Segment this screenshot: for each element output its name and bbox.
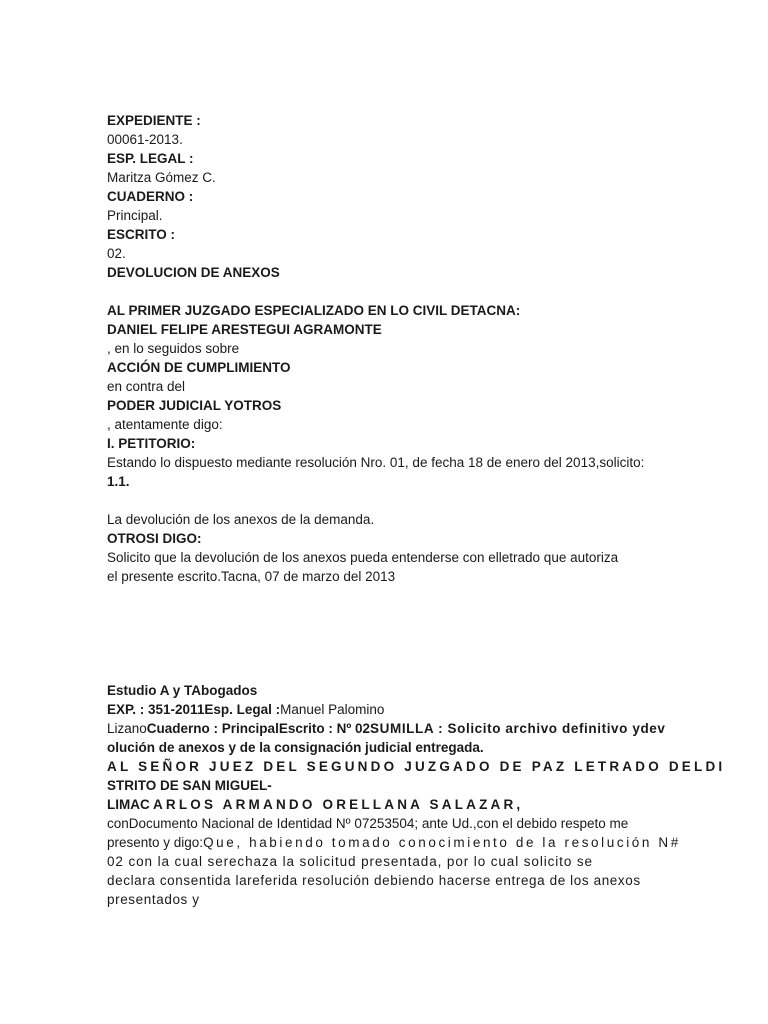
name-line	[107, 795, 667, 814]
addressee: AL PRIMER JUZGADO ESPECIALIZADO EN LO CIVIL DETACNA:	[107, 303, 521, 318]
sumilla: DEVOLUCION DE ANEXOS	[107, 265, 280, 280]
exp-label: EXP. : 351-2011Esp. Legal :	[107, 702, 281, 717]
atentamente-text: , atentamente digo:	[107, 417, 223, 432]
declara-line: declara consentida lareferida resolución debiendo hacerse entrega de los anexos	[107, 873, 641, 888]
otrosi-heading: OTROSI DIGO:	[107, 531, 202, 546]
lizano-text: Lizano	[107, 721, 147, 736]
item-text: La devolución de los anexos de la demanda.	[107, 512, 375, 527]
spacer	[107, 491, 667, 510]
line-02: 02 con la cual serechaza la solicitud presentada, por lo cual solicito se	[107, 854, 593, 869]
spacer	[107, 586, 667, 681]
expediente-label: EXPEDIENTE :	[107, 113, 201, 128]
presentados-line: presentados y	[107, 892, 200, 907]
presento-line	[107, 833, 681, 852]
cuaderno-sumilla-line	[107, 719, 667, 738]
cuaderno-value: Principal.	[107, 208, 163, 223]
petitorio-text: Estando lo dispuesto mediante resolución Nro. 01, de fecha 18 de enero del 2013,solicito:	[107, 455, 645, 470]
seguidos-text: , en lo seguidos sobre	[107, 341, 240, 356]
sumilla-text: SUMILLA : Solicito archivo definitivo ydev	[370, 721, 666, 736]
juez-line-2: STRITO DE SAN MIGUEL-	[107, 778, 272, 793]
exp-line	[107, 700, 667, 719]
esp-legal-value: Maritza Gómez C.	[107, 170, 216, 185]
cuaderno-label: CUADERNO :	[107, 189, 194, 204]
party-name: DANIEL FELIPE ARESTEGUI AGRAMONTE	[107, 322, 382, 337]
person-name: CARLOS ARMANDO ORELLANA SALAZAR,	[140, 797, 524, 812]
escrito-label: ESCRITO :	[107, 227, 176, 242]
demandado: PODER JUDICIAL YOTROS	[107, 398, 282, 413]
otrosi-line-2: el presente escrito.Tacna, 07 de marzo del 2013	[107, 569, 396, 584]
dni-line: conDocumento Nacional de Identidad Nº 07253504; ante Ud.,con el debido respeto me	[107, 816, 629, 831]
cuaderno-escrito: Cuaderno : PrincipalEscrito : Nº 02	[146, 721, 371, 736]
exp-name: Manuel Palomino	[280, 702, 385, 717]
escrito-value: 02.	[107, 246, 126, 261]
en-contra-text: en contra del	[107, 379, 186, 394]
expediente-value: 00061-2013.	[107, 132, 183, 147]
petitorio-heading: I. PETITORIO:	[107, 436, 196, 451]
presento-text: presento y digo:	[107, 835, 204, 850]
lima-text: LIMA	[107, 797, 140, 812]
sumilla-line-2: olución de anexos y de la consignación judicial entregada.	[107, 740, 484, 755]
esp-legal-label: ESP. LEGAL :	[107, 151, 194, 166]
accion-title: ACCIÓN DE CUMPLIMIENTO	[107, 360, 291, 375]
item-number: 1.1.	[107, 474, 130, 489]
document-page	[107, 111, 726, 909]
spacer	[107, 282, 667, 301]
firm-name: Estudio A y TAbogados	[107, 683, 258, 698]
que-text: Que, habiendo tomado conocimiento de la resolución N#	[203, 835, 681, 850]
juez-line-1: AL SEÑOR JUEZ DEL SEGUNDO JUZGADO DE PAZ LETRADO DELDI	[107, 759, 726, 774]
otrosi-line-1: Solicito que la devolución de los anexos pueda entenderse con elletrado que autoriza	[107, 550, 619, 565]
